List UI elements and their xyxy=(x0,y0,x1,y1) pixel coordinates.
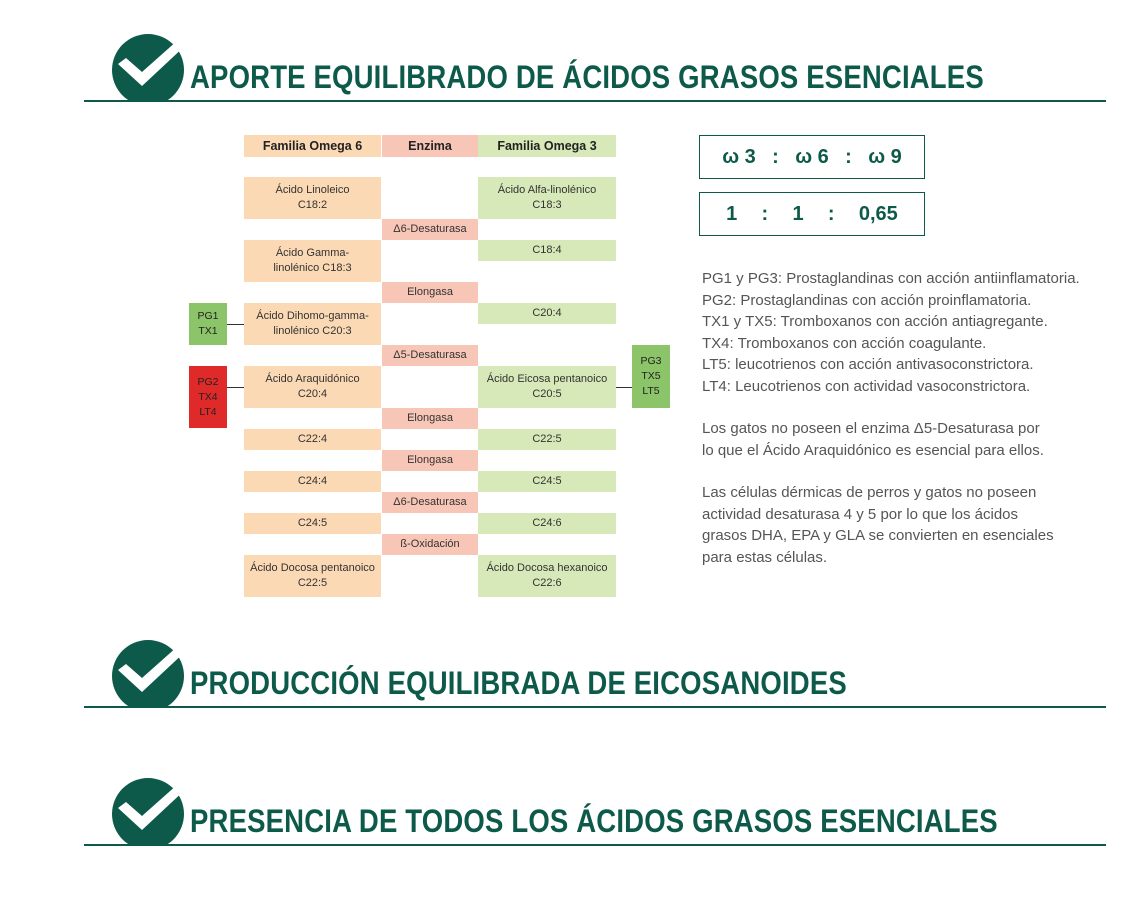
note-line: Los gatos no poseen el enzima Δ5-Desaturasa por xyxy=(702,420,1040,437)
ratio-label: ω 6 xyxy=(795,145,829,168)
section-title: PRODUCCIÓN EQUILIBRADA DE EICOSANOIDES xyxy=(190,665,847,701)
eicosanoid-box-pg1: PG1 TX1 xyxy=(189,303,227,345)
omega3-cell: Ácido Docosa hexanoico C22:6 xyxy=(478,555,616,597)
section-title: PRESENCIA DE TODOS LOS ÁCIDOS GRASOS ESENCIALES xyxy=(190,803,998,839)
enzyme-cell: Δ6-Desaturasa xyxy=(382,219,478,240)
omega3-cell: Ácido Alfa-linolénico C18:3 xyxy=(478,177,616,219)
note-line: PG2: Prostaglandinas con acción proinflamatoria. xyxy=(702,291,1032,309)
note-line: lo que el Ácido Araquidónico es esencial para ellos. xyxy=(702,441,1044,459)
omega6-cell: C22:4 xyxy=(244,429,381,450)
ratio-separator: : xyxy=(827,202,835,225)
omega3-cell: C18:4 xyxy=(478,240,616,261)
section-rule xyxy=(84,706,1106,708)
enzyme-cell: Elongasa xyxy=(382,450,478,471)
omega3-cell: C20:4 xyxy=(478,303,616,324)
ratio-label: ω 9 xyxy=(868,145,902,168)
omega6-cell: Ácido Gamma- linolénico C18:3 xyxy=(244,240,381,282)
omega6-cell: Ácido Araquidónico C20:4 xyxy=(244,366,381,408)
enzyme-cell: Δ6-Desaturasa xyxy=(382,492,478,513)
connector-line xyxy=(227,324,244,325)
omega-ratio-values xyxy=(699,192,925,236)
note-line: grasos DHA, EPA y GLA se convierten en esenciales xyxy=(702,527,1054,544)
ratio-separator: : xyxy=(761,202,769,225)
note-line: LT5: leucotrienos con acción antivasoconstrictora. xyxy=(702,356,1034,373)
enzyme-cell: Δ5-Desaturasa xyxy=(382,345,478,366)
note-line: Las células dérmicas de perros y gatos no poseen xyxy=(702,484,1037,501)
header-enzyme: Enzima xyxy=(382,135,478,157)
note-line: PG1 y PG3: Prostaglandinas con acción antiinflamatoria. xyxy=(702,270,1080,287)
section-heading-2 xyxy=(84,618,1106,708)
note-line: TX1 y TX5: Tromboxanos con acción antiagregante. xyxy=(702,313,1048,330)
section-heading-1 xyxy=(84,12,1106,102)
enzyme-cell: ß-Oxidación xyxy=(382,534,478,555)
section-heading-3 xyxy=(84,756,1106,846)
connector-line xyxy=(616,387,632,388)
omega6-cell: Ácido Dihomo-gamma- linolénico C20:3 xyxy=(244,303,381,345)
connector-line xyxy=(227,387,244,388)
omega6-cell: C24:4 xyxy=(244,471,381,492)
notes-panel xyxy=(702,268,1112,568)
ratio-value: 1 xyxy=(792,202,804,225)
header-omega3: Familia Omega 3 xyxy=(478,135,616,157)
omega3-cell: C24:5 xyxy=(478,471,616,492)
ratio-value: 1 xyxy=(726,202,738,225)
note-line: para estas células. xyxy=(702,548,828,566)
omega3-cell: Ácido Eicosa pentanoico C20:5 xyxy=(478,366,616,408)
ratio-label: ω 3 xyxy=(722,145,756,168)
ratio-separator: : xyxy=(845,145,852,168)
note-line: actividad desaturasa 4 y 5 por lo que los ácidos xyxy=(702,505,1019,523)
omega6-cell: Ácido Docosa pentanoico C22:5 xyxy=(244,555,381,597)
section-title: APORTE EQUILIBRADO DE ÁCIDOS GRASOS ESENCIALES xyxy=(190,59,984,95)
enzyme-cell: Elongasa xyxy=(382,408,478,429)
omega3-cell: C24:6 xyxy=(478,513,616,534)
note-line: LT4: Leucotrienos con actividad vasoconstrictora. xyxy=(702,377,1031,395)
ratio-value: 0,65 xyxy=(858,202,898,225)
omega-ratio-labels xyxy=(699,135,925,179)
omega6-cell: C24:5 xyxy=(244,513,381,534)
eicosanoid-box-pg2: PG2 TX4 LT4 xyxy=(189,366,227,428)
section-rule xyxy=(84,100,1106,102)
enzyme-cell: Elongasa xyxy=(382,282,478,303)
omega6-cell: Ácido Linoleico C18:2 xyxy=(244,177,381,219)
eicosanoid-box-pg3: PG3 TX5 LT5 xyxy=(632,345,670,408)
ratio-separator: : xyxy=(772,145,779,168)
note-line: TX4: Tromboxanos con acción coagulante. xyxy=(702,334,987,352)
omega3-cell: C22:5 xyxy=(478,429,616,450)
section-rule xyxy=(84,844,1106,846)
header-omega6: Familia Omega 6 xyxy=(244,135,381,157)
